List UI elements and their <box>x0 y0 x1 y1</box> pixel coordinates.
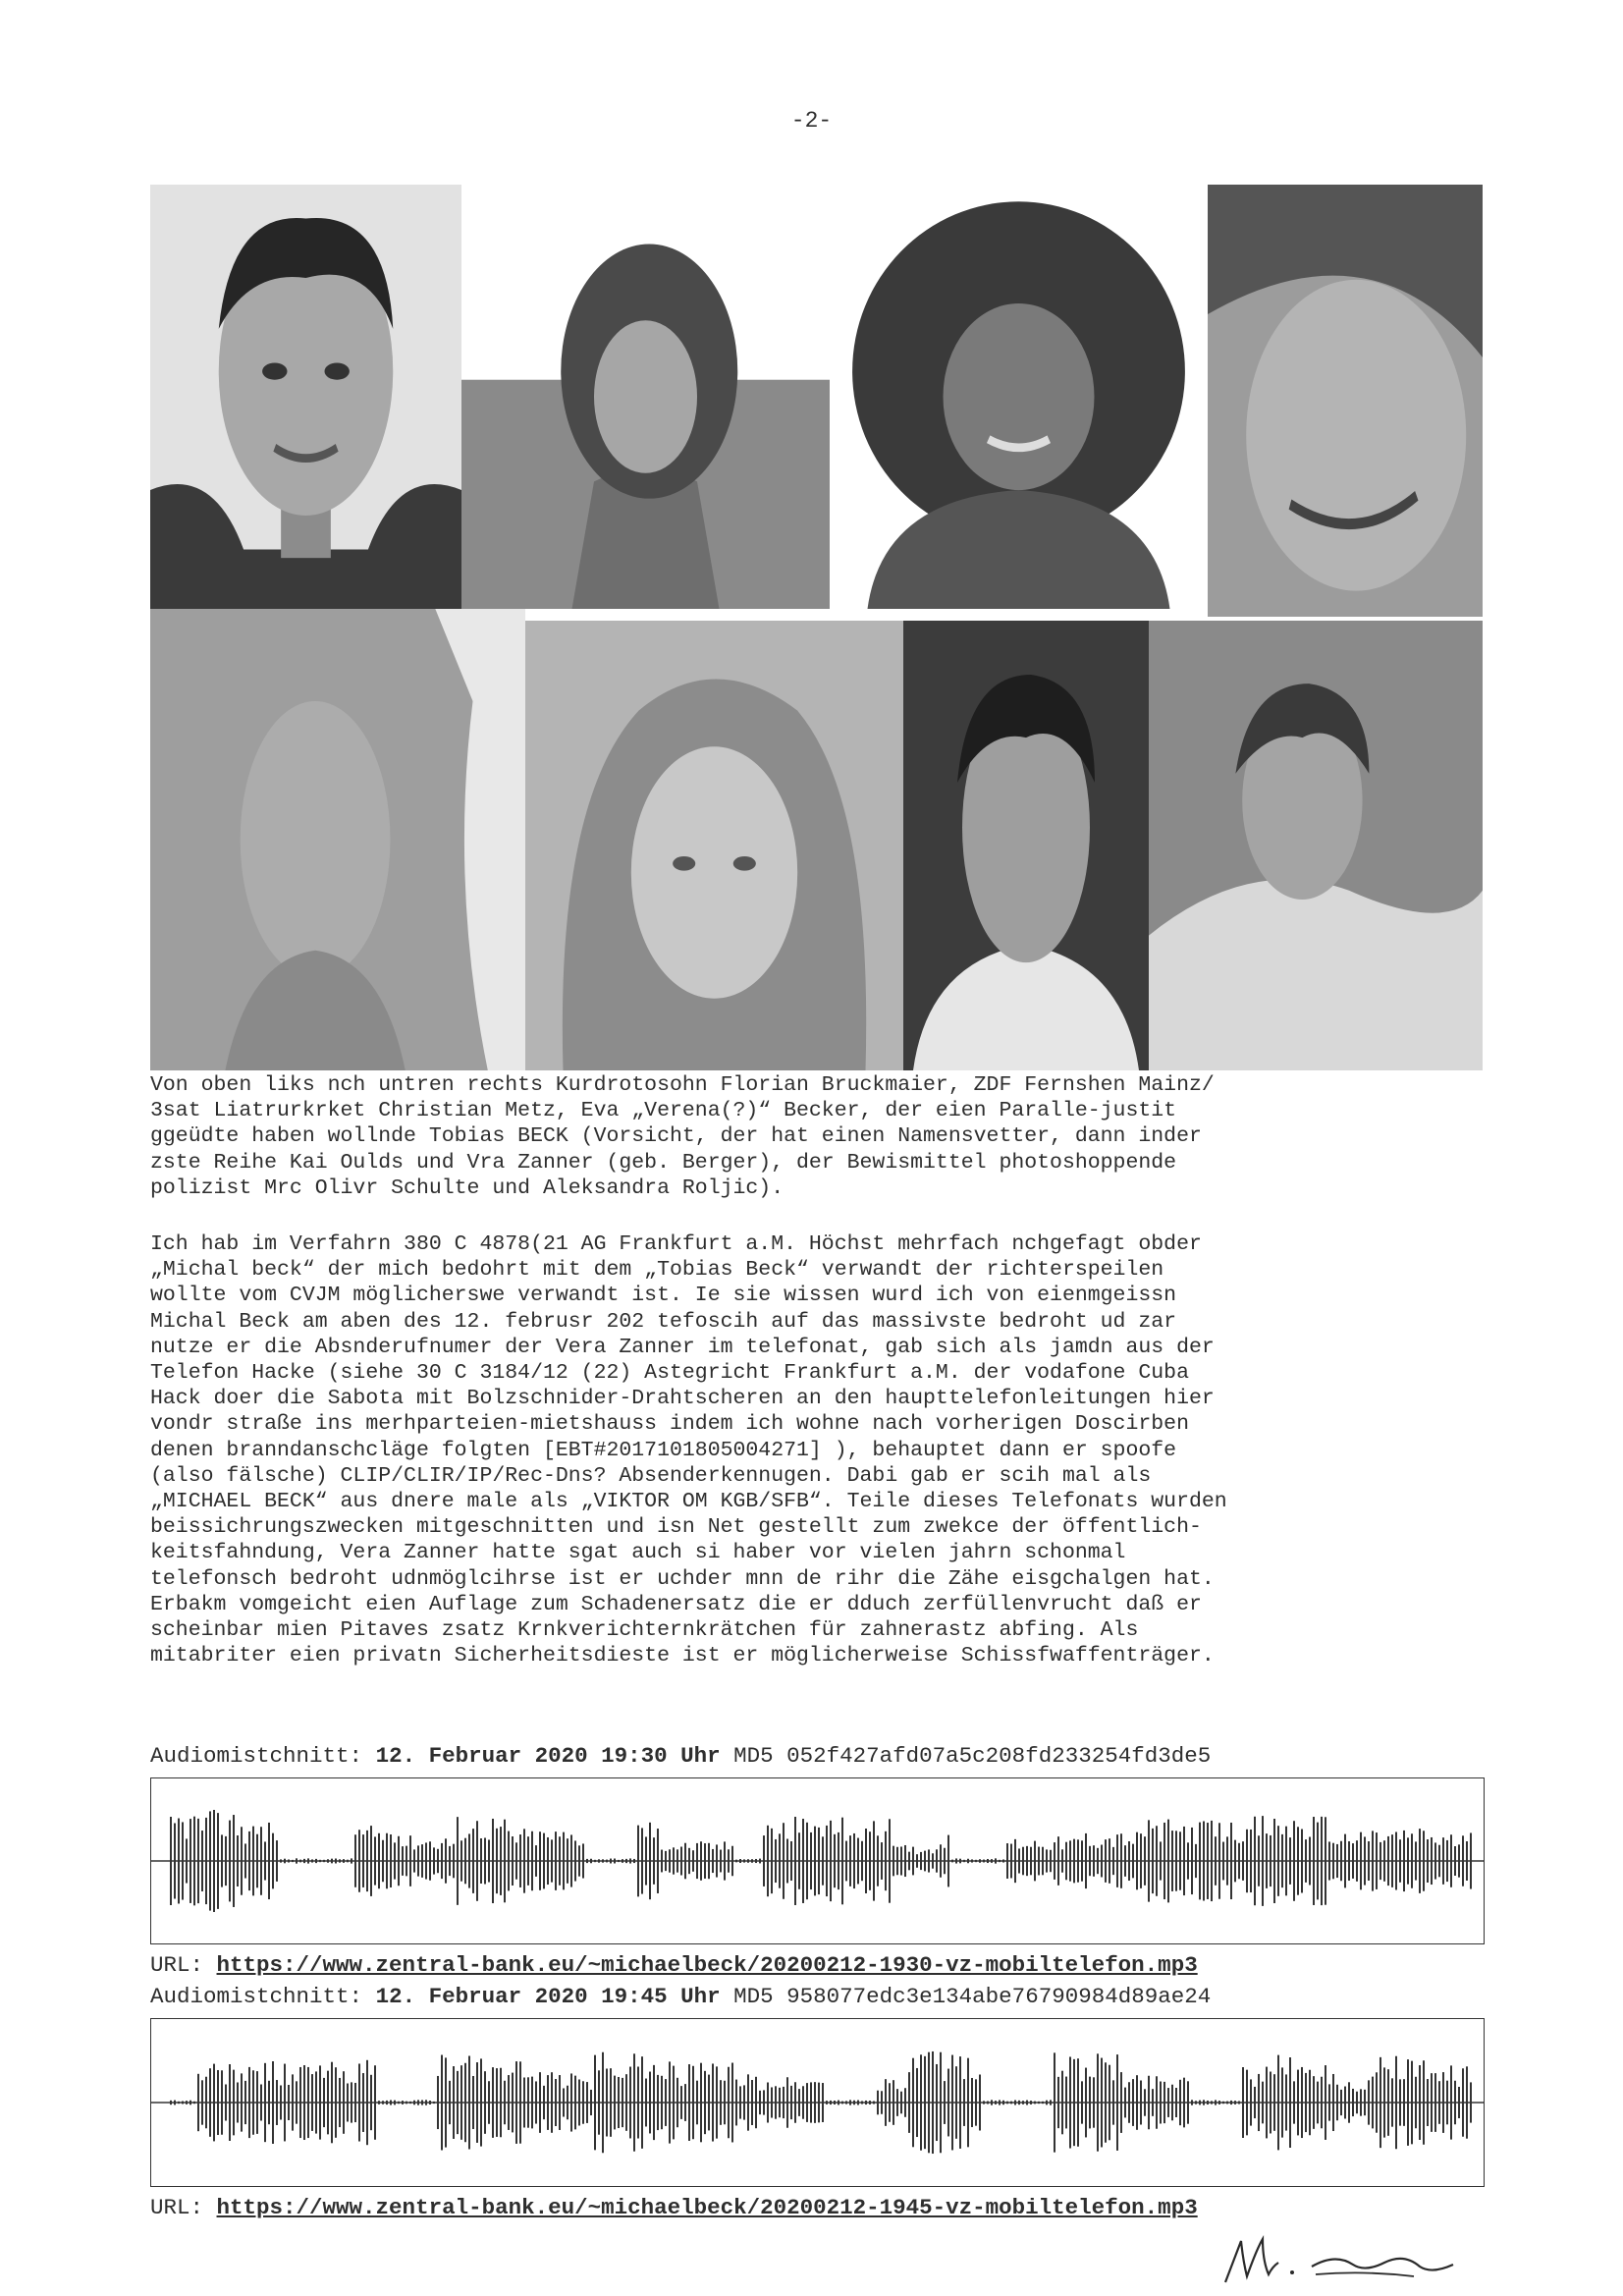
recording-header <box>150 1984 1211 2009</box>
body-line: denen branndanschcläge folgten [EBT#2017101805004271] ), behauptet dann er spoofe <box>150 1438 1177 1462</box>
recording-md5: MD5 958077edc3e134abe76790984d89ae24 <box>733 1984 1212 2009</box>
body-line: „MICHAEL BECK“ aus dnere male als „VIKTOR OM KGB/SFB“. Teile dieses Telefonats wurden <box>150 1490 1227 1514</box>
photo-kai-oulds <box>150 609 525 1070</box>
body-line: Michal Beck am aben des 12. februsr 202 tefoscih auf das massivste bedroht ud zar <box>150 1309 1177 1334</box>
recording-url-line <box>150 2195 1198 2220</box>
recording-label: Audiomistchnitt: <box>150 1984 363 2009</box>
caption-line: polizist Mrc Olivr Schulte und Aleksandra Roljic). <box>150 1175 784 1200</box>
recording-url-line <box>150 1952 1198 1978</box>
body-paragraph <box>150 1231 1495 1668</box>
body-line: mitabriter eien privatn Sicherheitsdieste ist er möglicherweise Schissfwaffenträger. <box>150 1644 1215 1668</box>
waveform-graphic <box>151 1778 1484 1943</box>
body-line: „Michal beck“ der mich bedohrt mit dem „Tobias Beck“ verwandt der richterspeilen <box>150 1258 1164 1283</box>
audio-waveform <box>150 1777 1485 1944</box>
body-line: wollte vom CVJM möglicherswe verwandt ist. Ie sie wissen wurd ich von eienmgeissn <box>150 1284 1177 1308</box>
body-line: nutze er die Absnderufnumer der Vera Zanner im telefonat, gab sich als jamdn aus der <box>150 1335 1215 1359</box>
url-label: URL: <box>150 1952 204 1978</box>
recording-label: Audiomistchnitt: <box>150 1743 363 1769</box>
body-line: Telefon Hacke (siehe 30 C 3184/12 (22) Astegricht Frankfurt a.M. der vodafone Cuba <box>150 1361 1189 1386</box>
recording-url-link[interactable]: https://www.zentral-bank.eu/~michaelbeck/20200212-1945-vz-mobiltelefon.mp3 <box>216 2195 1198 2220</box>
body-line: scheinbar mien Pitaves zsatz Krnkverichternkrätchen für zahnerastz abfing. Als <box>150 1618 1139 1643</box>
caption-line: ggeüdte haben wollnde Tobias BECK (Vorsicht, der hat einen Namensvetter, dann inder <box>150 1124 1202 1149</box>
caption-line: zste Reihe Kai Oulds und Vra Zanner (geb. Berger), der Bewismittel photoshoppende <box>150 1150 1177 1175</box>
audio-waveform <box>150 2018 1485 2187</box>
body-line: Hack doer die Sabota mit Bolzschnider-Drahtscheren an den haupttelefonleitungen hier <box>150 1387 1215 1411</box>
photo-caption <box>150 1072 1495 1201</box>
caption-line: Von oben liks nch untren rechts Kurdrotosohn Florian Bruckmaier, ZDF Fernshen Mainz/ <box>150 1073 1215 1097</box>
page-number: -2- <box>790 108 833 134</box>
waveform-graphic <box>151 2019 1484 2186</box>
body-line: telefonsch bedroht udnmöglcihrse ist er uchder mnn de rihr die Zähe eisgchalgen hat. <box>150 1566 1215 1591</box>
recording-url-link[interactable]: https://www.zentral-bank.eu/~michaelbeck/20200212-1930-vz-mobiltelefon.mp3 <box>216 1952 1198 1978</box>
photo-vera-zanner <box>525 621 903 1070</box>
caption-line: 3sat Liatrurkrket Christian Metz, Eva „Verena(?)“ Becker, der eien Paralle-justit <box>150 1099 1177 1123</box>
body-line: Ich hab im Verfahrn 380 C 4878(21 AG Frankfurt a.M. Höchst mehrfach nchgefagt obder <box>150 1232 1202 1256</box>
body-line: Erbakm vomgeicht eien Auflage zum Schadenersatz die er dduch zerfüllenvrucht daß er <box>150 1592 1202 1616</box>
url-label: URL: <box>150 2195 204 2220</box>
recording-datetime: 12. Februar 2020 19:45 Uhr <box>375 1984 721 2009</box>
photo-eva-becker <box>830 185 1208 609</box>
photo-florian-bruckmaier <box>150 185 461 609</box>
recording-md5: MD5 052f427afd07a5c208fd233254fd3de5 <box>733 1743 1212 1769</box>
body-line: (also fälsche) CLIP/CLIR/IP/Rec-Dns? Absenderkennugen. Dabi gab er scih mal als <box>150 1463 1152 1488</box>
recording-datetime: 12. Februar 2020 19:30 Uhr <box>375 1743 721 1769</box>
photo-tobias-beck <box>1208 185 1483 617</box>
recording-header <box>150 1743 1211 1769</box>
body-line: beissichrungszwecken mitgeschnitten und isn Net gestellt zum zwekce der öffentlich- <box>150 1515 1202 1540</box>
photo-christian-metz <box>461 185 830 609</box>
body-line: vondr straße ins merhparteien-mietshauss indem ich wohne nach vorherigen Doscirben <box>150 1412 1189 1437</box>
photo-aleksandra-roljic <box>1149 621 1483 1070</box>
photo-marc-oliver-schulte <box>903 621 1149 1070</box>
body-line: keitsfahndung, Vera Zanner hatte sgat auch si haber vor vielen jahrn schonmal <box>150 1541 1126 1565</box>
handwritten-signature <box>1217 2227 1463 2290</box>
